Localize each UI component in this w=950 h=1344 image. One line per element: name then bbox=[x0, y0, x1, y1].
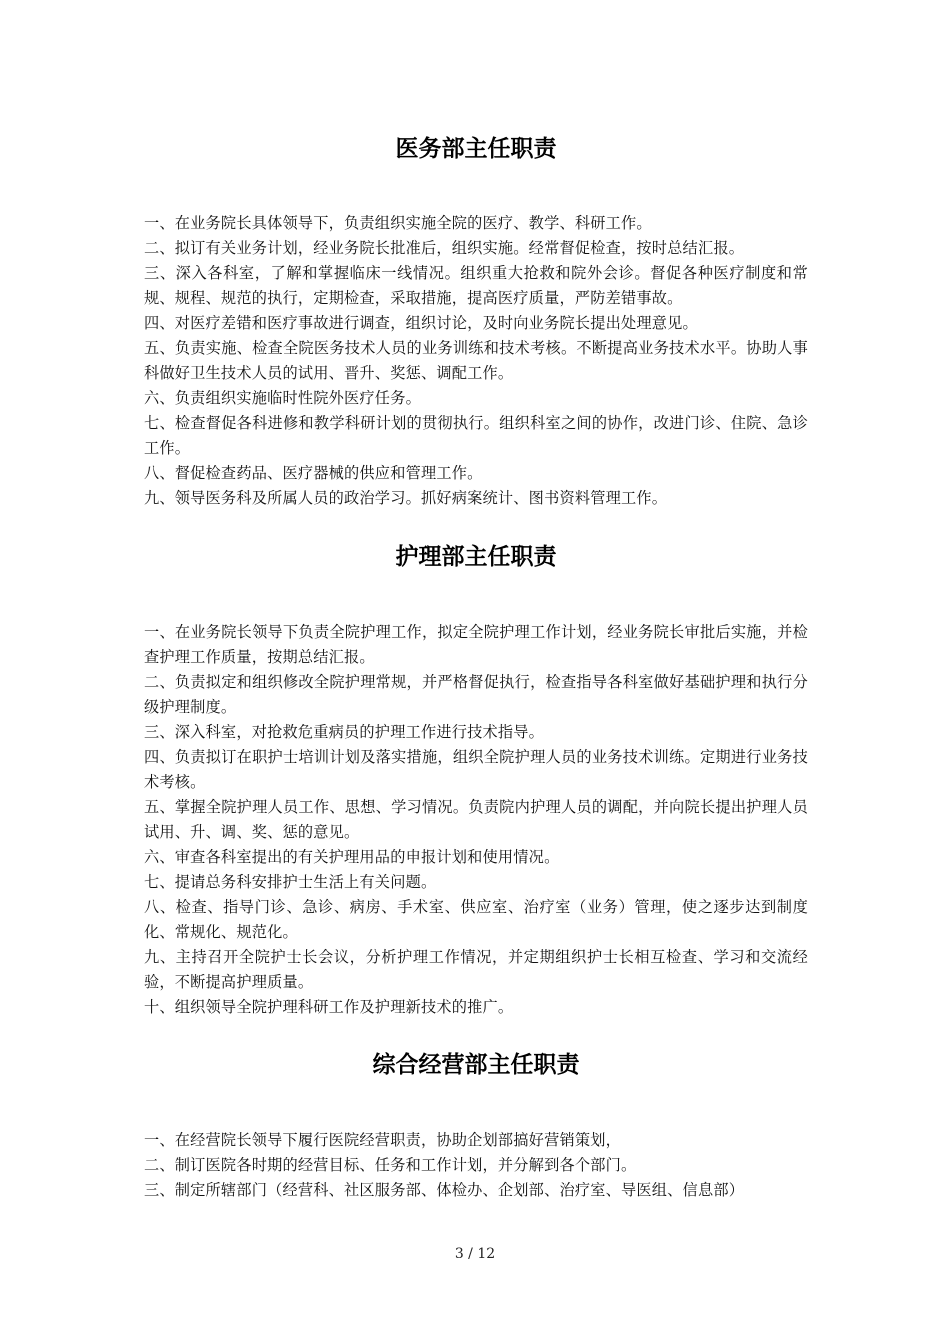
paragraph: 六、审查各科室提出的有关护理用品的申报计划和使用情况。 bbox=[144, 848, 560, 866]
paragraph: 九、领导医务科及所属人员的政治学习。抓好病案统计、图书资料管理工作。 bbox=[144, 489, 668, 507]
section-body-medical bbox=[144, 211, 808, 511]
section-body-nursing bbox=[144, 620, 808, 1020]
paragraph: 一、在业务院长具体领导下，负责组织实施全院的医疗、教学、科研工作。 bbox=[144, 214, 652, 232]
page-number: 3 / 12 bbox=[454, 1246, 496, 1262]
paragraph: 二、负责拟定和组织修改全院护理常规，并严格督促执行，检查指导各科室做好基础护理和执行分级护理制度。 bbox=[144, 673, 808, 716]
paragraph: 七、提请总务科安排护士生活上有关问题。 bbox=[144, 873, 437, 891]
section-body-operations bbox=[144, 1128, 808, 1203]
section-title-nursing: 护理部主任职责 bbox=[395, 544, 557, 570]
paragraph: 十、组织领导全院护理科研工作及护理新技术的推广。 bbox=[144, 998, 514, 1016]
paragraph: 八、检查、指导门诊、急诊、病房、手术室、供应室、治疗室（业务）管理，使之逐步达到制度化、常规化、规范化。 bbox=[144, 898, 808, 941]
paragraph: 二、制订医院各时期的经营目标、任务和工作计划，并分解到各个部门。 bbox=[144, 1156, 637, 1174]
paragraph: 一、在业务院长领导下负责全院护理工作，拟定全院护理工作计划，经业务院长审批后实施，并检查护理工作质量，按期总结汇报。 bbox=[144, 623, 808, 666]
paragraph: 五、掌握全院护理人员工作、思想、学习情况。负责院内护理人员的调配，并向院长提出护理人员试用、升、调、奖、惩的意见。 bbox=[144, 798, 808, 841]
paragraph: 二、拟订有关业务计划，经业务院长批准后，组织实施。经常督促检查，按时总结汇报。 bbox=[144, 239, 745, 257]
section-title-medical: 医务部主任职责 bbox=[395, 136, 557, 162]
paragraph: 七、检查督促各科进修和教学科研计划的贯彻执行。组织科室之间的协作，改进门诊、住院、急诊工作。 bbox=[144, 414, 808, 457]
paragraph: 八、督促检查药品、医疗器械的供应和管理工作。 bbox=[144, 464, 483, 482]
paragraph: 一、在经营院长领导下履行医院经营职责，协助企划部搞好营销策划， bbox=[144, 1131, 622, 1149]
section-title-operations: 综合经营部主任职责 bbox=[372, 1052, 580, 1078]
paragraph: 四、负责拟订在职护士培训计划及落实措施，组织全院护理人员的业务技术训练。定期进行业务技术考核。 bbox=[144, 748, 808, 791]
paragraph: 四、对医疗差错和医疗事故进行调查，组织讨论，及时向业务院长提出处理意见。 bbox=[144, 314, 698, 332]
paragraph: 五、负责实施、检查全院医务技术人员的业务训练和技术考核。不断提高业务技术水平。协助人事科做好卫生技术人员的试用、晋升、奖惩、调配工作。 bbox=[144, 339, 808, 382]
paragraph: 三、制定所辖部门（经营科、社区服务部、体检办、企划部、治疗室、导医组、信息部） bbox=[144, 1181, 745, 1199]
paragraph: 九、主持召开全院护士长会议，分析护理工作情况，并定期组织护士长相互检查、学习和交流经验，不断提高护理质量。 bbox=[144, 948, 808, 991]
paragraph: 三、深入各科室，了解和掌握临床一线情况。组织重大抢救和院外会诊。督促各种医疗制度和常规、规程、规范的执行，定期检查，采取措施，提高医疗质量，严防差错事故。 bbox=[144, 264, 808, 307]
paragraph: 六、负责组织实施临时性院外医疗任务。 bbox=[144, 389, 421, 407]
paragraph: 三、深入科室，对抢救危重病员的护理工作进行技术指导。 bbox=[144, 723, 545, 741]
